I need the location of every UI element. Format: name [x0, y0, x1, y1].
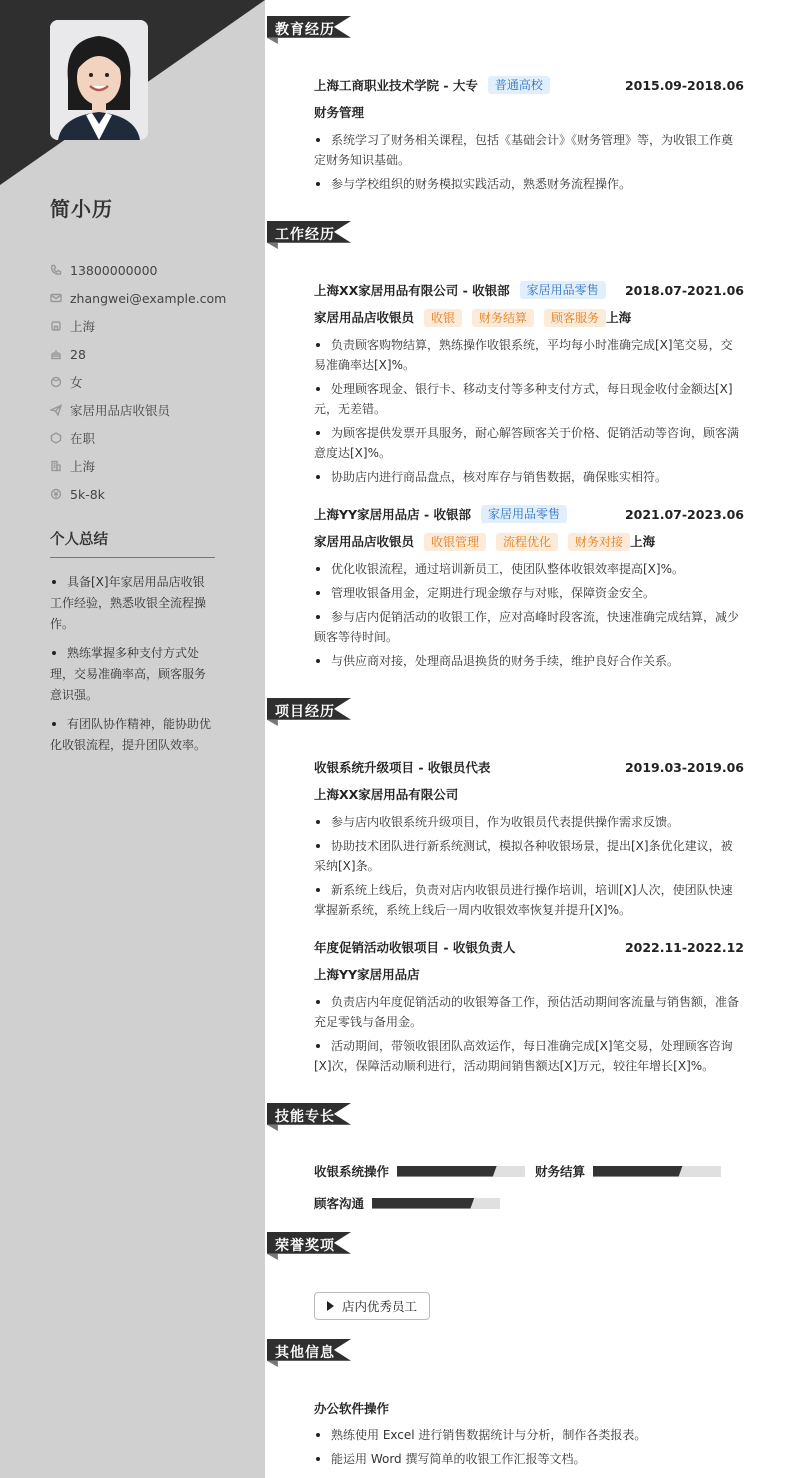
company-name: 上海YY家居用品店 - 收银部 — [314, 507, 471, 522]
skill-name: 顾客沟通 — [314, 1196, 365, 1211]
info-status — [50, 424, 226, 452]
candidate-name: 简小历 — [50, 197, 113, 221]
work-city: 上海 — [606, 310, 632, 325]
section-title: 其他信息 — [275, 1345, 335, 1361]
project-org: 上海YY家居用品店 — [314, 967, 420, 982]
bullet-item: 新系统上线后，负责对店内收银员进行操作培训，培训[X]人次，使团队快速掌握新系统，系统上线后一周内收银效率恢复并提升[X]%。 — [314, 880, 744, 920]
skill-bar-fill — [593, 1166, 683, 1177]
info-location-value: 上海 — [70, 319, 96, 334]
work-role-row — [314, 531, 744, 553]
info-gender-value: 女 — [70, 375, 83, 390]
section-title: 技能专长 — [275, 1109, 335, 1125]
info-position — [50, 396, 226, 424]
school-name: 上海工商职业技术学院 - 大专 — [314, 78, 478, 93]
info-phone-value: 13800000000 — [70, 262, 158, 278]
award-label: 店内优秀员工 — [342, 1299, 418, 1314]
info-status-value: 在职 — [70, 431, 96, 446]
bullet-item: 处理顾客现金、银行卡、移动支付等多种支付方式，每日现金收付金额达[X]元，无差错。 — [314, 379, 744, 419]
work-header — [314, 279, 744, 301]
project-date: 2019.03-2019.06 — [624, 759, 744, 775]
contact-info-list — [50, 256, 226, 508]
bullet-item: 负责顾客购物结算，熟练操作收银系统，平均每小时准确完成[X]笔交易，交易准确率达[X]%。 — [314, 335, 744, 375]
project-header — [314, 756, 744, 778]
skill-bar — [372, 1198, 500, 1209]
home-icon — [50, 320, 62, 332]
skill-item — [314, 1161, 525, 1181]
salary-icon — [50, 488, 62, 500]
avatar-photo — [50, 20, 148, 140]
info-age — [50, 340, 226, 368]
mail-icon — [50, 292, 62, 304]
other-entry — [314, 1397, 744, 1473]
education-bullets — [314, 130, 744, 194]
bullet-item: 参与店内收银系统升级项目，作为收银员代表提供操作需求反馈。 — [314, 812, 744, 832]
bullet-item: 活动期间，带领收银团队高效运作，每日准确完成[X]笔交易，处理顾客咨询[X]次，保障活动顺利进行，活动期间销售额达[X]万元，较往年增长[X]%。 — [314, 1036, 744, 1076]
work-date: 2018.07-2021.06 — [624, 282, 744, 298]
info-gender — [50, 368, 226, 396]
info-age-value: 28 — [70, 346, 86, 362]
info-city-value: 上海 — [70, 459, 96, 474]
industry-tag: 家居用品零售 — [481, 505, 567, 523]
bullet-item: 熟练使用 Excel 进行销售数据统计与分析，制作各类报表。 — [314, 1425, 744, 1445]
project-bullets — [314, 992, 744, 1076]
work-date: 2021.07-2023.06 — [624, 506, 744, 522]
other-bullets — [314, 1425, 744, 1469]
section-header-project — [255, 698, 363, 726]
education-entry — [314, 74, 744, 198]
section-title: 工作经历 — [275, 227, 335, 243]
project-title: 收银系统升级项目 - 收银员代表 — [314, 760, 491, 775]
section-header-awards — [255, 1232, 363, 1260]
bullet-item: 与供应商对接，处理商品退换货的财务手续，维护良好合作关系。 — [314, 651, 744, 671]
status-icon — [50, 432, 62, 444]
project-org: 上海XX家居用品有限公司 — [314, 787, 459, 802]
info-salary — [50, 480, 226, 508]
building-icon — [50, 460, 62, 472]
bullet-item: 能运用 Word 撰写简单的收银工作汇报等文档。 — [314, 1449, 744, 1469]
project-header — [314, 936, 744, 958]
skill-name: 收银系统操作 — [314, 1164, 390, 1179]
bullet-item: 参与店内促销活动的收银工作，应对高峰时段客流，快速准确完成结算，减少顾客等待时间。 — [314, 607, 744, 647]
info-location — [50, 312, 226, 340]
skill-tag: 顾客服务 — [544, 309, 606, 327]
sidebar — [0, 0, 265, 1478]
project-date: 2022.11-2022.12 — [624, 939, 744, 955]
bullet-item: 为顾客提供发票开具服务，耐心解答顾客关于价格、促销活动等咨询，顾客满意度达[X]%。 — [314, 423, 744, 463]
info-phone — [50, 256, 226, 284]
work-entry — [314, 279, 744, 491]
info-email-value: zhangwei@example.com — [70, 290, 227, 306]
project-entry — [314, 936, 744, 1080]
work-role-row — [314, 307, 744, 329]
summary-item: 具备[X]年家居用品店收银工作经验，熟悉收银全流程操作。 — [50, 572, 215, 635]
other-title: 办公软件操作 — [314, 1401, 390, 1416]
section-header-education — [255, 16, 363, 44]
skill-bar — [397, 1166, 525, 1177]
job-role: 家居用品店收银员 — [314, 310, 415, 325]
section-title: 项目经历 — [275, 704, 335, 720]
skill-tag: 收银管理 — [424, 533, 486, 551]
info-email — [50, 284, 226, 312]
summary-item: 有团队协作精神，能协助优化收银流程，提升团队效率。 — [50, 714, 215, 756]
info-position-value: 家居用品店收银员 — [70, 403, 171, 418]
avatar — [50, 20, 148, 140]
skill-name: 财务结算 — [535, 1164, 586, 1179]
summary-list — [50, 572, 215, 764]
work-entry — [314, 503, 744, 675]
bullet-item: 系统学习了财务相关课程，包括《基础会计》《财务管理》等，为收银工作奠定财务知识基础。 — [314, 130, 744, 170]
summary-title: 个人总结 — [50, 528, 215, 558]
bullet-item: 协助店内进行商品盘点，核对库存与销售数据，确保账实相符。 — [314, 467, 744, 487]
gender-icon — [50, 376, 62, 388]
phone-icon — [50, 264, 62, 276]
send-icon — [50, 404, 62, 416]
bullet-item: 优化收银流程，通过培训新员工，使团队整体收银效率提高[X]%。 — [314, 559, 744, 579]
skill-tag: 财务对接 — [568, 533, 630, 551]
education-date: 2015.09-2018.06 — [624, 77, 744, 93]
work-header — [314, 503, 744, 525]
skill-tag: 流程优化 — [496, 533, 558, 551]
skill-bar-fill — [397, 1166, 497, 1177]
play-icon — [327, 1301, 334, 1311]
work-city: 上海 — [630, 534, 656, 549]
section-header-skills — [255, 1103, 363, 1131]
skill-tag: 财务结算 — [472, 309, 534, 327]
job-role: 家居用品店收银员 — [314, 534, 415, 549]
skill-tag: 收银 — [424, 309, 462, 327]
section-header-other — [255, 1339, 363, 1367]
industry-tag: 家居用品零售 — [520, 281, 606, 299]
school-tag: 普通高校 — [488, 76, 550, 94]
bullet-item: 协助技术团队进行新系统测试，模拟各种收银场景，提出[X]条优化建议，被采纳[X]条。 — [314, 836, 744, 876]
section-title: 荣誉奖项 — [275, 1238, 335, 1254]
info-city — [50, 452, 226, 480]
company-name: 上海XX家居用品有限公司 - 收银部 — [314, 283, 510, 298]
bullet-item: 负责店内年度促销活动的收银筹备工作，预估活动期间客流量与销售额，准备充足零钱与备用金。 — [314, 992, 744, 1032]
skill-item — [535, 1161, 721, 1181]
skill-bar — [593, 1166, 721, 1177]
skill-bar-fill — [372, 1198, 474, 1209]
section-title: 教育经历 — [275, 22, 335, 38]
info-salary-value: 5k-8k — [70, 486, 105, 502]
work-bullets — [314, 559, 744, 671]
education-header — [314, 74, 744, 96]
award-item — [314, 1292, 430, 1320]
skill-item — [314, 1193, 500, 1213]
summary-item: 熟练掌握多种支付方式处理，交易准确率高，顾客服务意识强。 — [50, 643, 215, 706]
cake-icon — [50, 348, 62, 360]
major: 财务管理 — [314, 105, 365, 120]
bullet-item: 管理收银备用金，定期进行现金缴存与对账，保障资金安全。 — [314, 583, 744, 603]
work-bullets — [314, 335, 744, 487]
section-header-work — [255, 221, 363, 249]
bullet-item: 参与学校组织的财务模拟实践活动，熟悉财务流程操作。 — [314, 174, 744, 194]
project-entry — [314, 756, 744, 924]
project-bullets — [314, 812, 744, 920]
project-title: 年度促销活动收银项目 - 收银负责人 — [314, 940, 516, 955]
